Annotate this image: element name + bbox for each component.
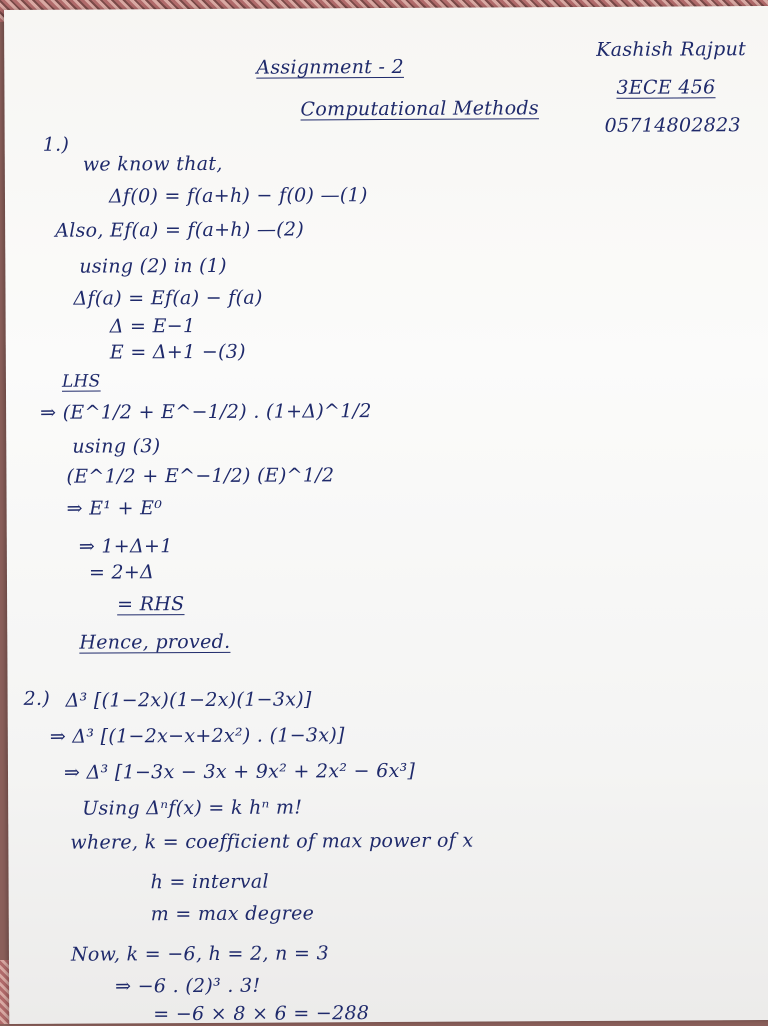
q2-answer: = −6 × 8 × 6 = −288 xyxy=(153,1002,370,1026)
q1-line: Δf(a) = Ef(a) − f(a) xyxy=(73,286,263,310)
q2-line: Now, k = −6, h = 2, n = 3 xyxy=(70,942,329,966)
q2-line: ⇒ Δ³ [1−3x − 3x + 9x² + 2x² − 6x³] xyxy=(63,759,416,784)
q2-line: Using Δⁿf(x) = k hⁿ m! xyxy=(82,796,303,820)
q2-line: ⇒ −6 . (2)³ . 3! xyxy=(115,974,261,998)
assignment-title: Assignment - 2 xyxy=(256,55,404,79)
q1-line: we know that, xyxy=(82,152,223,176)
student-class: 3ECE 456 xyxy=(616,76,716,99)
q1-line: Δf(0) = f(a+h) − f(0) —(1) xyxy=(108,184,368,208)
q2-line: Δ³ [(1−2x)(1−2x)(1−3x)] xyxy=(65,688,312,712)
q2-line: h = interval xyxy=(150,870,269,894)
q2-line: m = max degree xyxy=(150,902,315,926)
q1-line: ⇒ (E^1/2 + E^−1/2) . (1+Δ)^1/2 xyxy=(40,400,372,424)
q2-line: ⇒ Δ³ [(1−2x−x+2x²) . (1−3x)] xyxy=(49,724,345,748)
q1-line: = 2+Δ xyxy=(88,561,155,584)
q1-line: using (3) xyxy=(72,435,161,458)
q1-line-lhs: LHS xyxy=(61,371,101,392)
q1-line: (E^1/2 + E^−1/2) (E)^1/2 xyxy=(66,464,335,488)
q1-conclusion: Hence, proved. xyxy=(79,630,231,654)
q1-line: Also, Ef(a) = f(a+h) —(2) xyxy=(55,218,305,242)
question-2-number: 2.) xyxy=(23,687,51,710)
notebook-page xyxy=(4,6,768,1024)
question-1-number: 1.) xyxy=(42,133,70,156)
q1-line-rhs: = RHS xyxy=(117,593,185,616)
q2-line: where, k = coefficient of max power of x xyxy=(70,829,474,854)
subject-title: Computational Methods xyxy=(300,97,540,121)
q1-line: using (2) in (1) xyxy=(79,254,227,278)
q1-line: Δ = E−1 xyxy=(109,315,196,338)
roll-number: 05714802823 xyxy=(604,114,741,137)
q1-line: ⇒ 1+Δ+1 xyxy=(78,535,173,558)
q1-line: E = Δ+1 −(3) xyxy=(109,340,246,364)
q1-line: ⇒ E¹ + E⁰ xyxy=(66,497,163,520)
student-name: Kashish Rajput xyxy=(596,38,747,61)
